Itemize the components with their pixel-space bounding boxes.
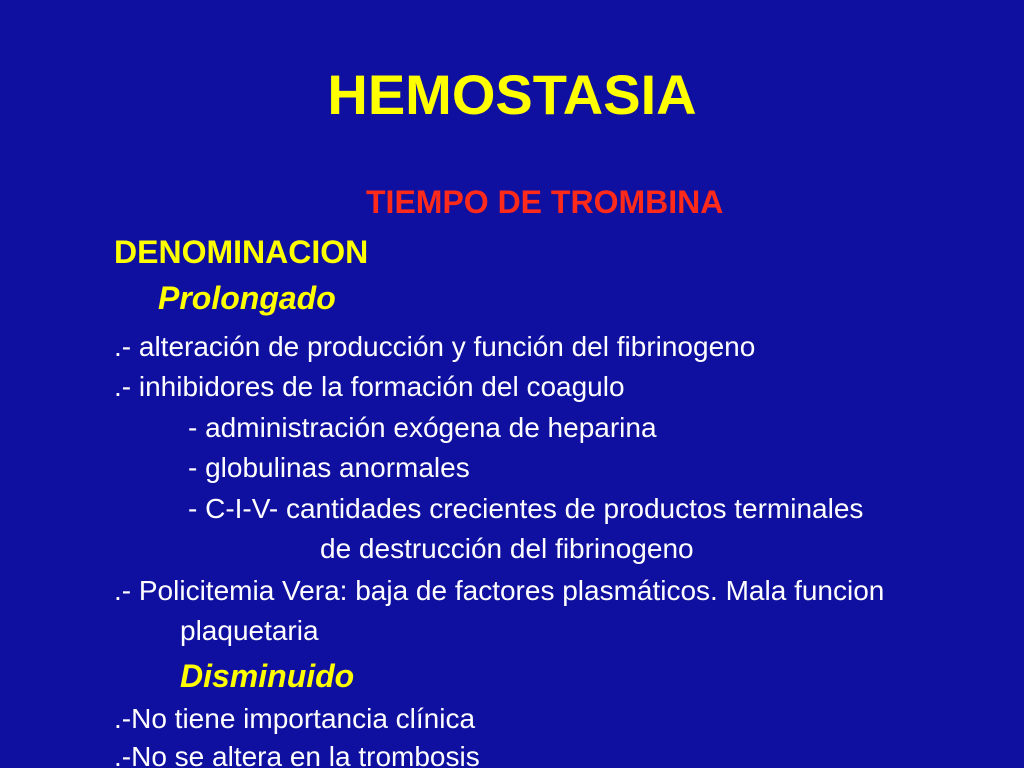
category-disminuido-label: Disminuido	[180, 658, 355, 694]
body-line: .-No tiene importancia clínica	[114, 703, 476, 734]
body-line: plaquetaria	[180, 615, 319, 646]
body-line: - globulinas anormales	[188, 452, 470, 483]
slide-subtitle: TIEMPO DE TROMBINA	[366, 184, 724, 220]
body-line: .-No se altera en la trombosis	[114, 741, 480, 768]
body-line: .- inhibidores de la formación del coagulo	[114, 371, 625, 402]
body-line: .- alteración de producción y función del fibrinogeno	[114, 331, 756, 362]
section-heading: DENOMINACION	[114, 234, 369, 270]
slide-title: HEMOSTASIA	[327, 63, 697, 126]
body-line: .- Policitemia Vera: baja de factores plasmáticos. Mala funcion	[114, 575, 885, 606]
body-line: - administración exógena de heparina	[188, 412, 657, 443]
body-line: - C-I-V- cantidades crecientes de productos terminales	[188, 493, 864, 524]
category-prolongado-label: Prolongado	[158, 280, 336, 316]
body-line: de destrucción del fibrinogeno	[320, 533, 694, 564]
